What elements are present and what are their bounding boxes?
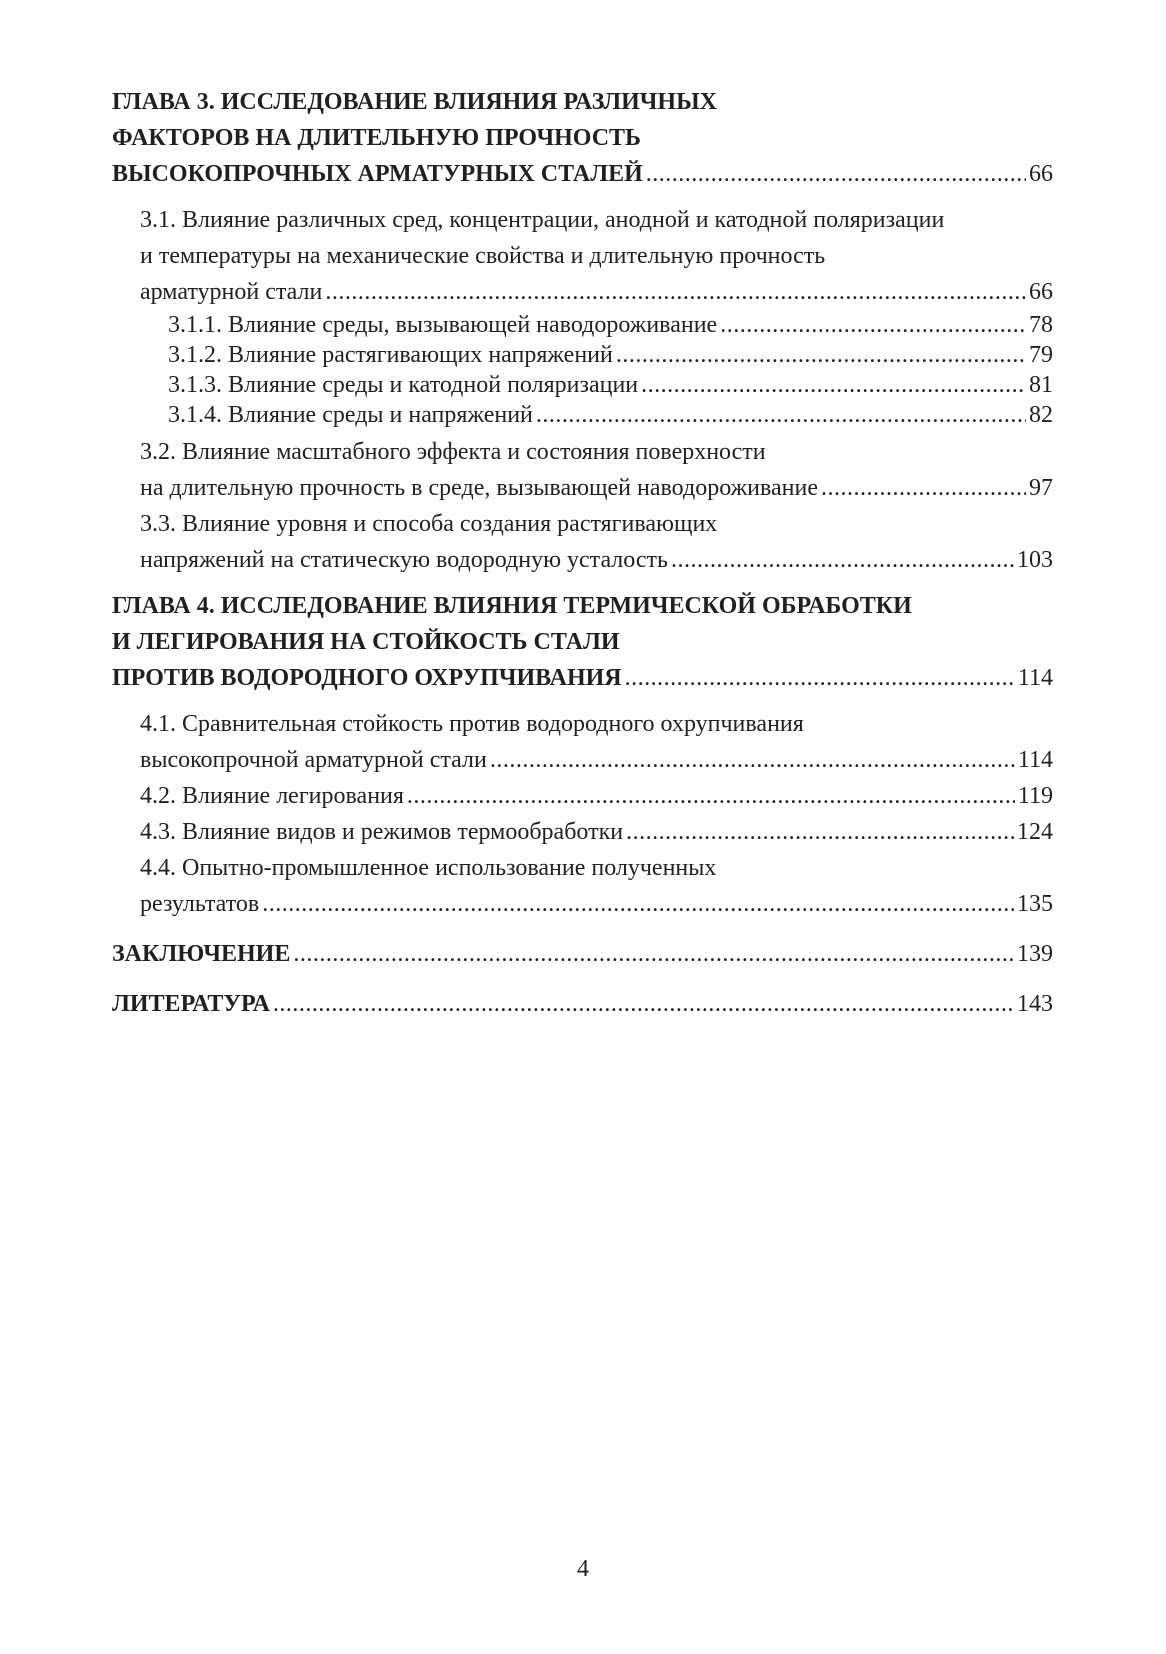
toc-entry-text: 3.1.1. Влияние среды, вызывающей наводороживание [168,312,718,338]
toc-section-4-3 [112,814,1053,850]
dot-leader [626,814,1014,850]
toc-entry-text: 4.2. Влияние легирования [140,783,404,809]
dot-leader [262,886,1014,922]
page-number: 4 [577,1556,589,1582]
dot-leader [325,274,1026,310]
toc-chapter-4 [112,588,1053,696]
toc-entry-text: ГЛАВА 3. ИССЛЕДОВАНИЕ ВЛИЯНИЯ РАЗЛИЧНЫХ [112,89,717,115]
dot-leader [616,340,1026,370]
toc-entry-text: 3.2. Влияние масштабного эффекта и состояния поверхности [140,439,766,465]
toc-entry-text: ГЛАВА 4. ИССЛЕДОВАНИЕ ВЛИЯНИЯ ТЕРМИЧЕСКОЙ ОБРАБОТКИ [112,593,912,619]
toc-section-3-3 [112,506,1053,578]
dot-leader [646,156,1026,192]
toc-subsection-3-1-1 [112,310,1053,340]
toc-section-3-2 [112,434,1053,506]
toc-entry-text: 3.1. Влияние различных сред, концентрации, анодной и катодной поляризации [140,207,945,233]
dot-leader [641,370,1026,400]
toc-entry-text: арматурной стали [140,279,323,305]
dot-leader [625,660,1015,696]
toc-entry-text: высокопрочной арматурной стали [140,747,487,773]
toc-subsection-3-1-2 [112,340,1053,370]
page-ref: 78 [1029,312,1053,338]
page-ref: 79 [1029,342,1053,368]
dot-leader [720,310,1026,340]
dot-leader [407,778,1015,814]
page-ref: 143 [1017,991,1053,1017]
page-ref: 66 [1029,279,1053,305]
page-ref: 103 [1017,547,1053,573]
page-ref: 119 [1017,783,1053,809]
toc-entry-text: ПРОТИВ ВОДОРОДНОГО ОХРУПЧИВАНИЯ [112,665,622,691]
page-ref: 124 [1017,819,1053,845]
toc-entry-text: ФАКТОРОВ НА ДЛИТЕЛЬНУЮ ПРОЧНОСТЬ [112,125,641,151]
page-ref: 97 [1029,475,1053,501]
toc-subsection-3-1-4 [112,400,1053,430]
page-ref: 139 [1017,941,1053,967]
page-ref: 135 [1017,891,1053,917]
toc-entry-text: 4.4. Опытно-промышленное использование полученных [140,855,717,881]
toc-entry-text: 4.1. Сравнительная стойкость против водородного охрупчивания [140,711,804,737]
toc-references [112,986,1053,1022]
toc-entry-text: 3.1.2. Влияние растягивающих напряжений [168,342,613,368]
toc-entry-text: 3.1.3. Влияние среды и катодной поляризации [168,372,639,398]
toc-entry-text: ЛИТЕРАТУРА [112,991,270,1017]
toc-entry-text: ВЫСОКОПРОЧНЫХ АРМАТУРНЫХ СТАЛЕЙ [112,161,643,187]
toc-section-4-4 [112,850,1053,922]
toc-entry-text: 3.1.4. Влияние среды и напряжений [168,402,533,428]
page-ref: 114 [1017,665,1053,691]
toc-entry-text: напряжений на статическую водородную усталость [140,547,668,573]
toc-section-3-1 [112,202,1053,310]
toc-entry-text: 3.3. Влияние уровня и способа создания растягивающих [140,511,718,537]
toc-subsection-3-1-3 [112,370,1053,400]
dot-leader [821,470,1026,506]
dot-leader [536,400,1026,430]
toc-section-4-2 [112,778,1053,814]
page-ref: 82 [1029,402,1053,428]
dot-leader [490,742,1015,778]
dot-leader [671,542,1014,578]
page-ref: 81 [1029,372,1053,398]
toc-section-4-1 [112,706,1053,778]
table-of-contents [112,84,1053,1022]
toc-entry-text: результатов [140,891,260,917]
page-ref: 114 [1017,747,1053,773]
toc-entry-text: на длительную прочность в среде, вызывающей наводороживание [140,475,819,501]
toc-entry-text: и температуры на механические свойства и длительную прочность [140,243,826,269]
toc-entry-text: 4.3. Влияние видов и режимов термообработки [140,819,624,845]
dot-leader [273,986,1014,1022]
dot-leader [293,936,1014,972]
toc-conclusion [112,936,1053,972]
page-ref: 66 [1029,161,1053,187]
toc-entry-text: ЗАКЛЮЧЕНИЕ [112,941,291,967]
toc-chapter-3 [112,84,1053,192]
toc-entry-text: И ЛЕГИРОВАНИЯ НА СТОЙКОСТЬ СТАЛИ [112,629,620,655]
